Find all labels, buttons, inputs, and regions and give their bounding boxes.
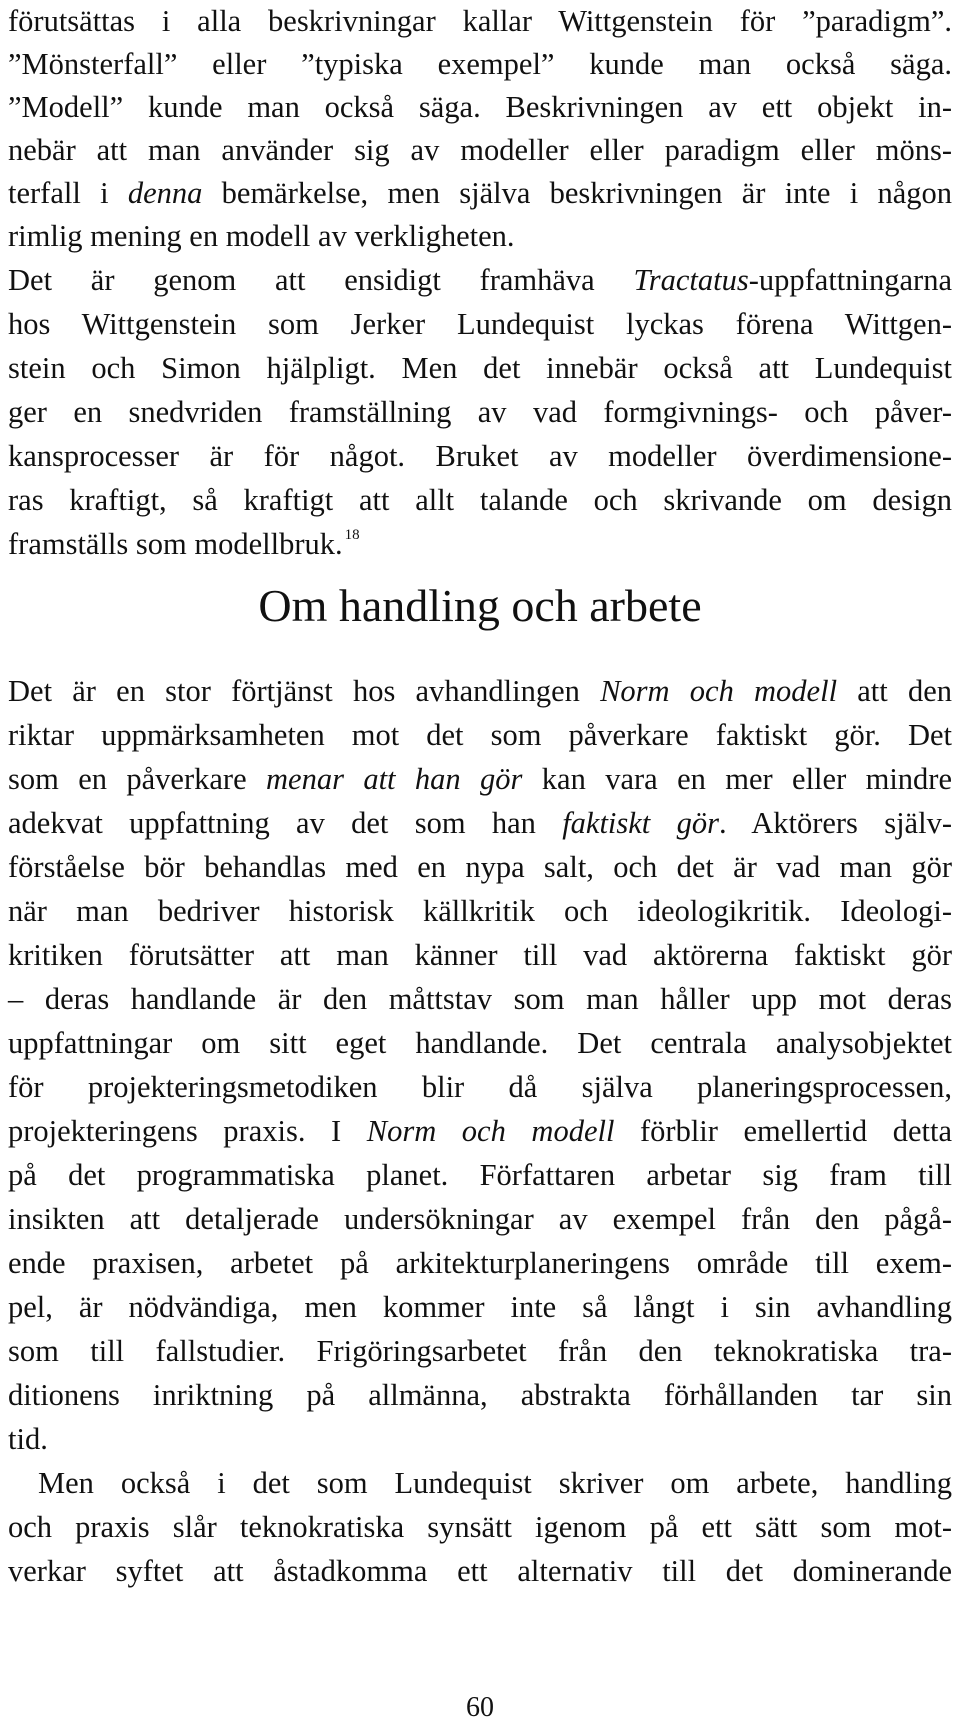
text-line bbox=[8, 758, 952, 801]
text-line: kritiken förutsätter att man känner till vad aktörerna faktiskt gör bbox=[8, 938, 952, 972]
text-line: – deras handlande är den måttstav som man håller upp mot deras bbox=[8, 982, 952, 1016]
text-line: ger en snedvriden framställning av vad formgivnings- och påver- bbox=[8, 395, 952, 429]
section-heading: Om handling och arbete bbox=[258, 580, 702, 631]
text-line: pel, är nödvändiga, men kommer inte så långt i sin avhandling bbox=[8, 1290, 952, 1324]
text-run: -uppfattningarna bbox=[748, 263, 952, 297]
emphasis-text: Norm och modell bbox=[366, 1114, 615, 1148]
text-line: hos Wittgenstein som Jerker Lundequist lyckas förena Wittgen- bbox=[8, 307, 952, 341]
text-line: stein och Simon hjälpligt. Men det innebär också att Lundequist bbox=[8, 351, 952, 385]
page-number: 60 bbox=[466, 1692, 494, 1723]
text-line bbox=[8, 172, 952, 215]
text-line: ende praxisen, arbetet på arkitekturplaneringens område till exem- bbox=[8, 1246, 952, 1280]
text-line: nebär att man använder sig av modeller eller paradigm eller möns- bbox=[8, 133, 952, 167]
text-line bbox=[8, 670, 952, 713]
text-line: tid. bbox=[8, 1422, 48, 1456]
emphasis-text: faktiskt gör bbox=[562, 806, 719, 840]
text-line: ras kraftigt, så kraftigt att allt talande och skrivande om design bbox=[8, 483, 952, 517]
text-run: projekteringens praxis. I bbox=[8, 1114, 367, 1148]
text-run: bemärkelse, men själva beskrivningen är inte i någon bbox=[202, 176, 952, 210]
emphasis-text: menar att han gör bbox=[266, 762, 523, 796]
text-line: som till fallstudier. Frigöringsarbetet från den teknokratiska tra- bbox=[8, 1334, 952, 1368]
text-run: terfall i bbox=[8, 176, 128, 210]
text-run: som en påverkare bbox=[8, 762, 266, 796]
text-line: förståelse bör behandlas med en nypa salt, och det är vad man gör bbox=[8, 850, 952, 884]
text-run: att den bbox=[837, 674, 952, 708]
emphasis-text: denna bbox=[127, 176, 203, 210]
emphasis-text: Norm och modell bbox=[600, 674, 838, 708]
text-line: ”Mönsterfall” eller ”typiska exempel” kunde man också säga. bbox=[8, 47, 952, 81]
text-line: ”Modell” kunde man också säga. Beskrivningen av ett objekt in- bbox=[8, 90, 952, 124]
text-run: förblir emellertid detta bbox=[614, 1114, 952, 1148]
text-line: kansprocesser är för något. Bruket av modeller överdimensione- bbox=[8, 439, 952, 473]
text-run: framställs som modellbruk. bbox=[8, 527, 343, 561]
text-line bbox=[8, 1110, 952, 1153]
text-run: . Aktörers själv- bbox=[718, 806, 952, 840]
text-line: riktar uppmärksamheten mot det som påverkare faktiskt gör. Det bbox=[8, 718, 952, 752]
text-line bbox=[8, 259, 952, 302]
text-line: på det programmatiska planet. Författaren arbetar sig fram till bbox=[8, 1158, 952, 1192]
text-line: och praxis slår teknokratiska synsätt igenom på ett sätt som mot- bbox=[8, 1510, 952, 1544]
text-line: insikten att detaljerade undersökningar av exempel från den pågå- bbox=[8, 1202, 952, 1236]
text-run: kan vara en mer eller mindre bbox=[522, 762, 953, 796]
text-line bbox=[8, 802, 952, 845]
text-run: Det är en stor förtjänst hos avhandlingen bbox=[8, 674, 601, 708]
text-line: Men också i det som Lundequist skriver om arbete, handling bbox=[38, 1466, 952, 1500]
text-line: förutsättas i alla beskrivningar kallar Wittgenstein för ”paradigm”. bbox=[8, 4, 952, 38]
text-line: verkar syftet att åstadkomma ett alternativ till det dominerande bbox=[8, 1554, 952, 1588]
text-line: för projekteringsmetodiken blir då själva planeringsprocessen, bbox=[8, 1070, 952, 1104]
text-run: Det är genom att ensidigt framhäva bbox=[8, 263, 634, 297]
text-line: uppfattningar om sitt eget handlande. Det centrala analysobjektet bbox=[8, 1026, 952, 1060]
text-line: rimlig mening en modell av verkligheten. bbox=[8, 219, 515, 253]
text-run: adekvat uppfattning av det som han bbox=[8, 806, 563, 840]
text-line: när man bedriver historisk källkritik och ideologikritik. Ideologi- bbox=[8, 894, 952, 928]
footnote-reference: 18 bbox=[344, 527, 360, 543]
text-line: ditionens inriktning på allmänna, abstrakta förhållanden tar sin bbox=[8, 1378, 952, 1412]
emphasis-text: Tractatus bbox=[633, 263, 749, 297]
text-line bbox=[8, 523, 952, 572]
